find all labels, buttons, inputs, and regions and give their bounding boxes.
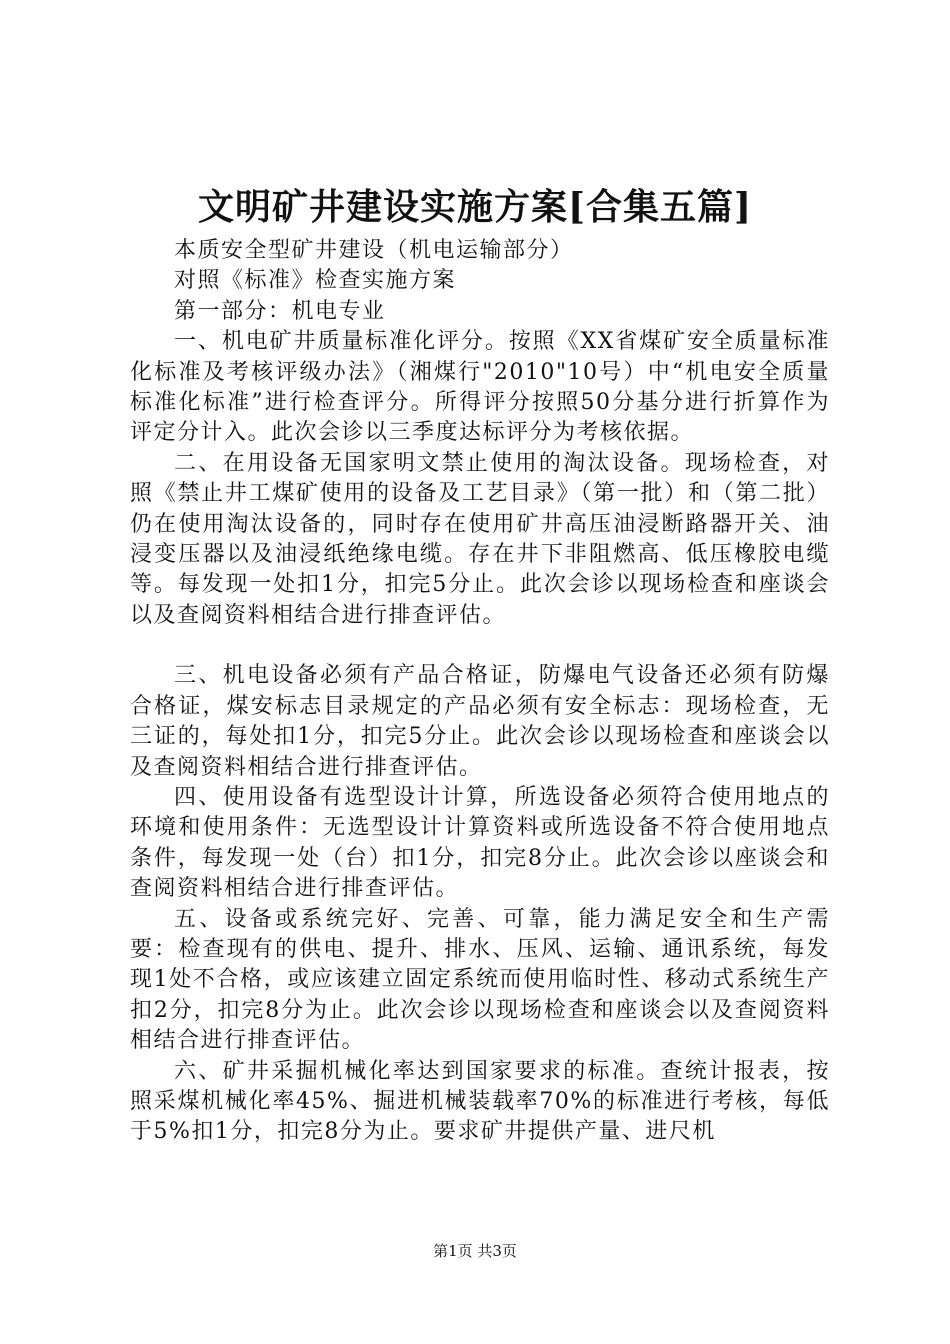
document-body	[130, 236, 830, 1148]
paragraph-item-1: 一、机电矿井质量标准化评分。按照《XX省煤矿安全质量标准化标准及考核评级办法》（湘煤行"2010"10号）中“机电安全质量标准化标准”进行检查评分。所得评分按照50分基分进行折算作为评定分计入。此次会诊以三季度达标评分为考核依据。	[130, 329, 830, 446]
paragraph-plan-heading: 对照《标准》检查实施方案	[174, 268, 457, 294]
paragraph-item-4: 四、使用设备有选型设计计算，所选设备必须符合使用地点的环境和使用条件：无选型设计计算资料或所选设备不符合使用地点条件，每发现一处（台）扣1分，扣完8分止。此次会诊以座谈会和查阅资料相结合进行排查评估。	[130, 784, 830, 902]
paragraph-part-heading: 第一部分：机电专业	[174, 298, 386, 324]
page-number-footer: 第1页 共3页	[433, 1242, 517, 1260]
paragraph-item-2: 二、在用设备无国家明文禁止使用的淘汰设备。现场检查，对照《禁止井工煤矿使用的设备及工艺目录》（第一批）和（第二批）仍在使用淘汰设备的，同时存在使用矿井高压油浸断路器开关、油浸变压器以及油浸纸绝缘电缆。存在井下非阻燃高、低压橡胶电缆等。每发现一处扣1分，扣完5分止。此次会诊以现场检查和座谈会以及查阅资料相结合进行排查评估。	[130, 450, 830, 628]
paragraph-item-6: 六、矿井采掘机械化率达到国家要求的标准。查统计报表，按照采煤机械化率45%、掘进机械装载率70%的标准进行考核，每低于5%扣1分，扣完8分为止。要求矿井提供产量、进尺机	[130, 1058, 830, 1145]
paragraph-item-3: 三、机电设备必须有产品合格证，防爆电气设备还必须有防爆合格证，煤安标志目录规定的产品必须有安全标志：现场检查，无三证的，每处扣1分，扣完5分止。此次会诊以现场检查和座谈会以及查阅资料相结合进行排查评估。	[130, 663, 830, 780]
document-title: 文明矿井建设实施方案[合集五篇]	[197, 186, 753, 228]
paragraph-item-5: 五、设备或系统完好、完善、可靠，能力满足安全和生产需要：检查现有的供电、提升、排水、压风、运输、通讯系统，每发现1处不合格，或应该建立固定系统而使用临时性、移动式系统生产扣2分，扣完8分为止。此次会诊以现场检查和座谈会以及查阅资料相结合进行排查评估。	[130, 906, 830, 1054]
paragraph-subtitle: 本质安全型矿井建设（机电运输部分）	[174, 238, 574, 263]
